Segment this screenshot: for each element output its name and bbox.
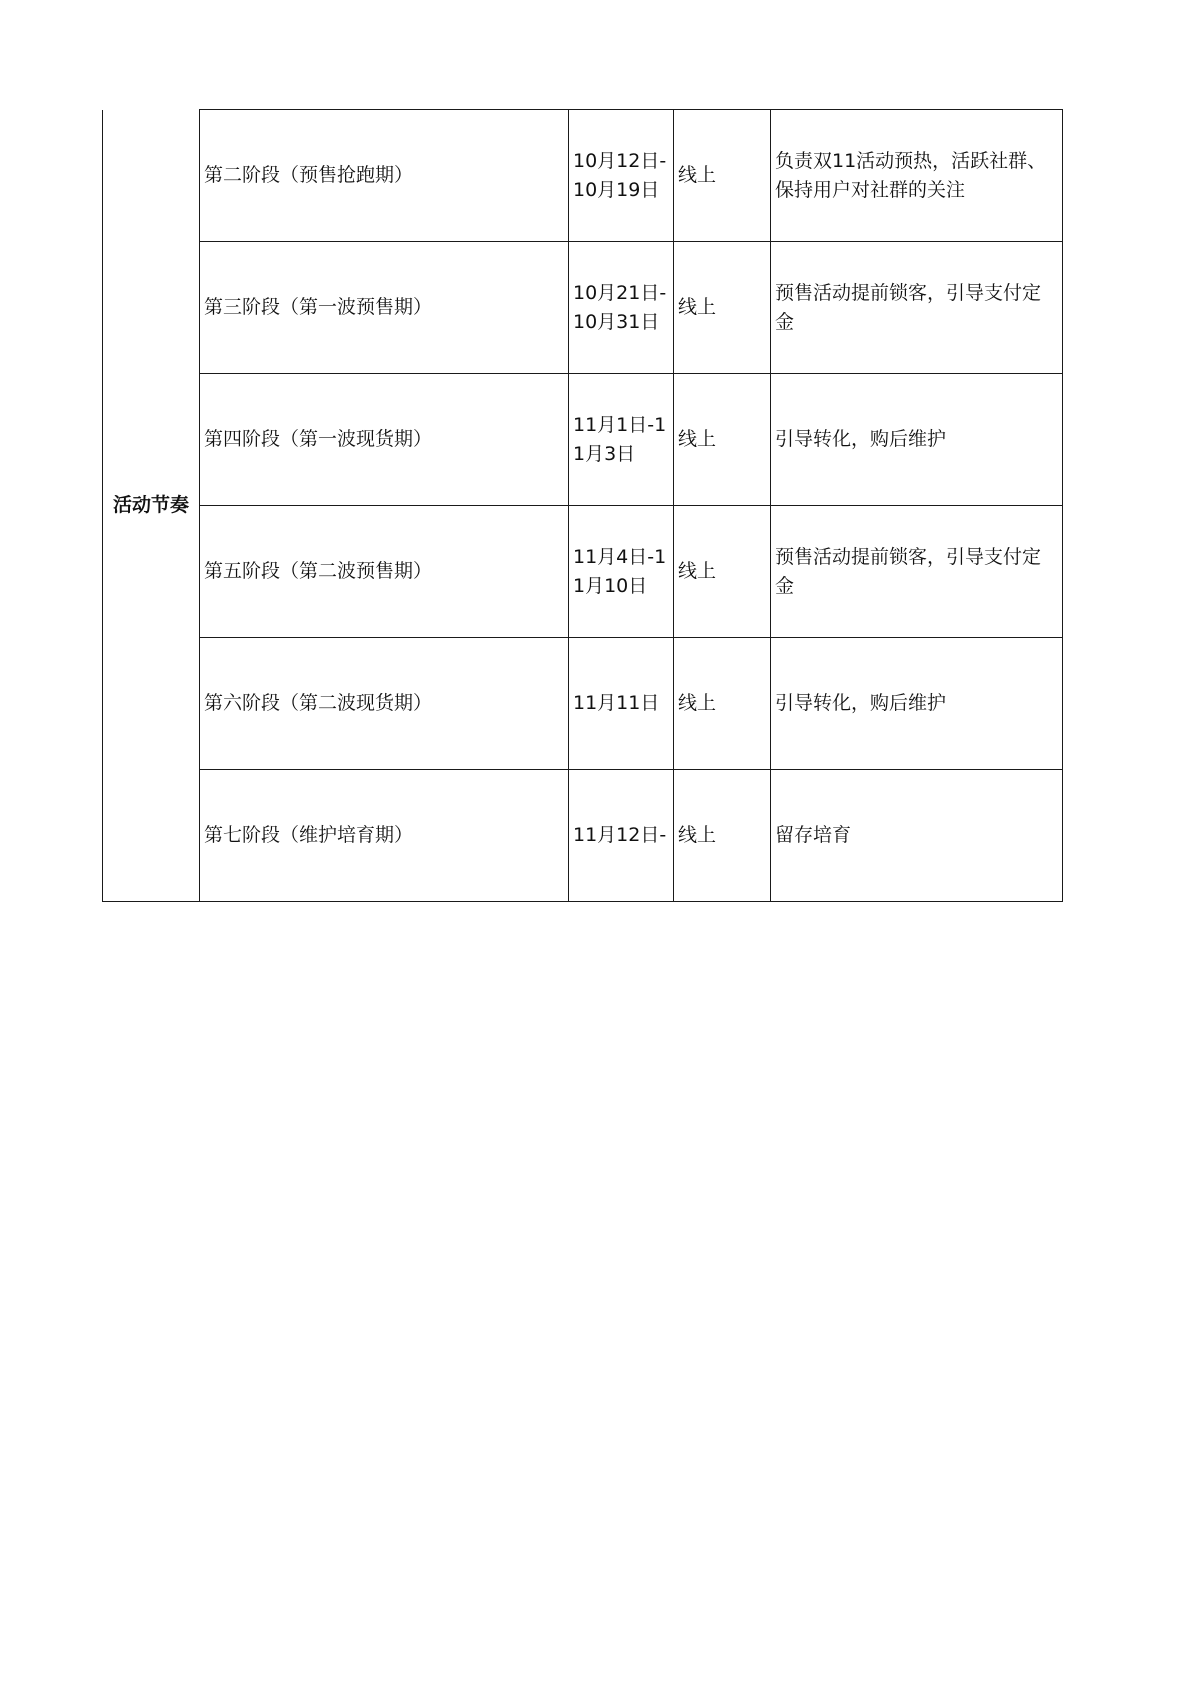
- stage-cell: 第三阶段（第一波预售期）: [200, 242, 569, 374]
- table-row: [103, 506, 1063, 638]
- description-cell: 留存培育: [771, 770, 1063, 902]
- description-cell: 引导转化，购后维护: [771, 374, 1063, 506]
- stage-cell: 第二阶段（预售抢跑期）: [200, 110, 569, 242]
- channel-cell: 线上: [674, 506, 771, 638]
- table-row: [103, 770, 1063, 902]
- table-row: [103, 242, 1063, 374]
- channel-cell: 线上: [674, 110, 771, 242]
- table-row: [103, 374, 1063, 506]
- table-row: [103, 638, 1063, 770]
- date-cell: 11月1日-11月3日: [569, 374, 674, 506]
- date-cell: 11月11日: [569, 638, 674, 770]
- stage-cell: 第六阶段（第二波现货期）: [200, 638, 569, 770]
- stage-cell: 第五阶段（第二波预售期）: [200, 506, 569, 638]
- table-row: [103, 110, 1063, 242]
- date-cell: 10月12日-10月19日: [569, 110, 674, 242]
- category-label: 活动节奏: [103, 110, 200, 902]
- channel-cell: 线上: [674, 374, 771, 506]
- date-cell: 11月12日-: [569, 770, 674, 902]
- description-cell: 负责双11活动预热，活跃社群、保持用户对社群的关注: [771, 110, 1063, 242]
- description-cell: 预售活动提前锁客，引导支付定金: [771, 506, 1063, 638]
- description-cell: 引导转化，购后维护: [771, 638, 1063, 770]
- channel-cell: 线上: [674, 638, 771, 770]
- channel-cell: 线上: [674, 770, 771, 902]
- channel-cell: 线上: [674, 242, 771, 374]
- stage-cell: 第七阶段（维护培育期）: [200, 770, 569, 902]
- date-cell: 11月4日-11月10日: [569, 506, 674, 638]
- stage-cell: 第四阶段（第一波现货期）: [200, 374, 569, 506]
- date-cell: 10月21日-10月31日: [569, 242, 674, 374]
- activity-schedule-table: [102, 109, 1063, 902]
- description-cell: 预售活动提前锁客，引导支付定金: [771, 242, 1063, 374]
